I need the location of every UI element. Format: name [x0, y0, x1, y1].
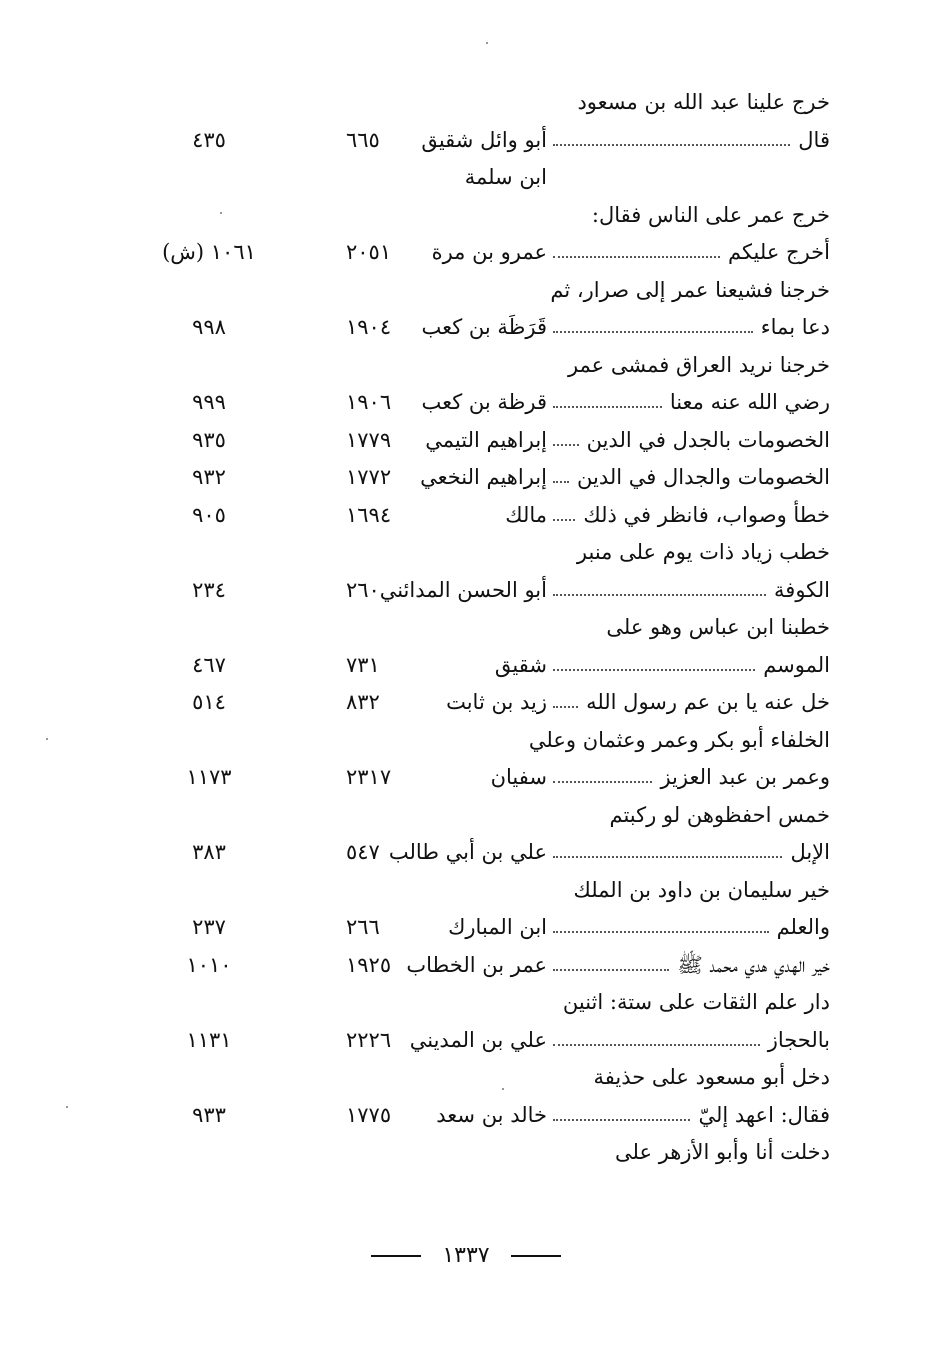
entry-text: خرجنا فشيعنا عمر إلى صرار، ثم — [550, 277, 830, 302]
narrator-name: مالك — [505, 502, 547, 527]
entry-text: الموسم — [763, 652, 830, 677]
hadith-number: ١٧٧٩ — [346, 427, 392, 452]
narrator-name: علي بن أبي طالب — [388, 840, 547, 864]
index-entry-row — [150, 309, 830, 347]
entry-text: خرج علينا عبد الله بن مسعود — [577, 90, 830, 114]
page-reference: ٤٣٥ — [192, 127, 226, 152]
dotted-leader — [553, 931, 769, 933]
index-entry-row — [150, 572, 830, 610]
index-entry-row — [150, 759, 830, 797]
index-entry-row — [150, 272, 830, 310]
narrator-name: خالد بن سعد — [436, 1102, 547, 1127]
hadith-number: ١٩٢٥ — [346, 952, 392, 977]
hadith-number: ١٦٩٤ — [346, 502, 392, 527]
page-reference: ٢٣٤ — [192, 577, 226, 602]
hadith-number: ٧٣١ — [346, 652, 380, 677]
page-footer — [0, 1243, 932, 1268]
index-entry-row — [150, 384, 830, 422]
dotted-leader — [553, 444, 579, 446]
scan-speck — [46, 738, 48, 740]
narrator-name: سفيان — [490, 765, 547, 789]
index-entry-row — [150, 797, 830, 835]
page-reference: ٢٣٧ — [192, 915, 226, 939]
entry-text: دار علم الثقات على ستة: اثنين — [562, 990, 830, 1014]
entry-text: خطبنا ابن عباس وهو على — [606, 615, 830, 639]
entry-text: الخصومات والجدال في الدين — [577, 465, 830, 489]
index-entry-row — [150, 122, 830, 160]
page-reference: ٩٠٥ — [192, 502, 226, 527]
index-entries — [150, 84, 830, 1172]
narrator-name: شقيق — [494, 652, 547, 677]
index-entry-row — [150, 1097, 830, 1135]
entry-text: أخرج عليكم — [727, 240, 830, 264]
entry-text: خير سليمان بن داود بن الملك — [573, 877, 830, 902]
page-reference: ٩٩٩ — [192, 390, 226, 414]
entry-text: الخصومات بالجدل في الدين — [586, 427, 830, 452]
entry-text: دخلت أنا وأبو الأزهر على — [615, 1140, 830, 1164]
narrator-name: علي بن المديني — [409, 1027, 547, 1052]
page-reference: ١٠١٠ — [186, 952, 232, 977]
footer-dash-left — [511, 1255, 561, 1257]
entry-text: الخلفاء أبو بكر وعمر وعثمان وعلي — [528, 727, 830, 752]
index-entry-row — [150, 1022, 830, 1060]
index-entry-row — [150, 647, 830, 685]
page-reference: ١١٣١ — [186, 1027, 232, 1052]
index-entry-row — [150, 497, 830, 535]
page-reference: ٩٩٨ — [192, 315, 226, 339]
hadith-number: ٢٦٠ — [346, 577, 380, 602]
dotted-leader — [553, 856, 782, 858]
hadith-number: ٢٦٦ — [346, 915, 380, 939]
index-entry-row — [150, 159, 830, 197]
page-reference: ١١٧٣ — [186, 765, 232, 789]
narrator-name: إبراهيم النخعي — [420, 465, 547, 489]
hadith-number: ١٩٠٦ — [346, 390, 392, 414]
entry-text: خير الهدي هدي محمد ﷺ — [677, 952, 830, 977]
dotted-leader — [553, 481, 569, 483]
dotted-leader — [553, 781, 652, 783]
narrator-name: أبو الحسن المدائني — [379, 577, 547, 602]
index-entry-row — [150, 722, 830, 760]
scan-speck — [220, 212, 222, 214]
dotted-leader — [553, 669, 755, 671]
dotted-leader — [553, 144, 790, 146]
index-entry-row — [150, 347, 830, 385]
page-reference: ٥١٤ — [192, 690, 226, 714]
index-entry-row — [150, 234, 830, 272]
entry-text: فقال: اعهد إليّ — [698, 1102, 830, 1127]
hadith-number: ٨٣٢ — [346, 690, 380, 714]
index-entry-row — [150, 834, 830, 872]
entry-text: بالحجاز — [767, 1027, 830, 1052]
narrator-name: زيد بن ثابت — [446, 690, 547, 714]
entry-text: رضي الله عنه معنا — [669, 390, 830, 414]
scan-speck — [66, 1106, 68, 1108]
entry-text: خطب زياد ذات يوم على منبر — [576, 540, 830, 564]
dotted-leader — [553, 331, 753, 333]
hadith-number: ١٧٧٥ — [346, 1102, 392, 1127]
page-reference: ٤٦٧ — [192, 652, 226, 677]
hadith-number: ١٧٧٢ — [346, 465, 392, 489]
dotted-leader — [553, 969, 669, 971]
dotted-leader — [553, 256, 720, 258]
index-entry-row — [150, 1134, 830, 1172]
narrator-name: ابن المبارك — [448, 915, 547, 939]
footer-dash-right — [371, 1255, 421, 1257]
index-entry-row — [150, 609, 830, 647]
entry-text: خمس احفظوهن لو ركبتم — [609, 802, 830, 827]
index-entry-row — [150, 872, 830, 910]
entry-text: وعمر بن عبد العزيز — [660, 765, 830, 789]
narrator-name: قَرَظَة بن كعب — [421, 315, 547, 339]
dotted-leader — [553, 519, 575, 521]
hadith-number: ٢٢٢٦ — [346, 1027, 392, 1052]
scan-speck — [486, 42, 488, 44]
hadith-number: ٢٠٥١ — [346, 240, 392, 264]
entry-text: خطأ وصواب، فانظر في ذلك — [583, 502, 830, 527]
page-reference: ١٠٦١ (ش) — [162, 240, 256, 264]
index-entry-row — [150, 684, 830, 722]
hadith-number: ١٩٠٤ — [346, 315, 392, 339]
hadith-number: ٥٤٧ — [346, 840, 380, 864]
narrator-name: أبو وائل شقيق — [421, 127, 547, 152]
entry-text: خرجنا نريد العراق فمشى عمر — [567, 352, 830, 377]
page-reference: ٩٣٥ — [192, 427, 226, 452]
narrator-name: قرظة بن كعب — [421, 390, 547, 414]
index-entry-row — [150, 534, 830, 572]
entry-text: الإبل — [790, 840, 830, 864]
entry-text: والعلم — [776, 915, 830, 939]
hadith-number: ٦٦٥ — [346, 127, 380, 152]
scan-speck — [502, 1088, 504, 1090]
entry-text: الكوفة — [774, 577, 830, 602]
index-entry-row — [150, 909, 830, 947]
page-number: ١٣٣٧ — [442, 1243, 490, 1268]
index-entry-row — [150, 1059, 830, 1097]
dotted-leader — [553, 594, 766, 596]
index-entry-row — [150, 947, 830, 985]
hadith-number: ٢٣١٧ — [346, 765, 392, 789]
narrator-name: عمرو بن مرة — [431, 240, 547, 264]
page-reference: ٣٨٣ — [192, 840, 226, 864]
index-entry-row — [150, 422, 830, 460]
narrator-name: عمر بن الخطاب — [406, 952, 547, 977]
entry-text: دعا بماء — [760, 315, 830, 339]
dotted-leader — [553, 706, 578, 708]
dotted-leader — [553, 1044, 760, 1046]
dotted-leader — [553, 406, 662, 408]
index-entry-row — [150, 84, 830, 122]
page-reference: ٩٣٢ — [192, 465, 226, 489]
entry-text: خل عنه يا بن عم رسول الله — [586, 690, 830, 714]
entry-text: ابن سلمة — [464, 165, 547, 189]
entry-text: دخل أبو مسعود على حذيفة — [593, 1065, 830, 1089]
narrator-name: إبراهيم التيمي — [425, 427, 547, 452]
index-entry-row — [150, 459, 830, 497]
entry-text: خرج عمر على الناس فقال: — [591, 202, 830, 227]
index-entry-row — [150, 197, 830, 235]
page-reference: ٩٣٣ — [192, 1102, 226, 1127]
entry-text: قال — [798, 127, 830, 152]
dotted-leader — [553, 1119, 690, 1121]
index-entry-row — [150, 984, 830, 1022]
